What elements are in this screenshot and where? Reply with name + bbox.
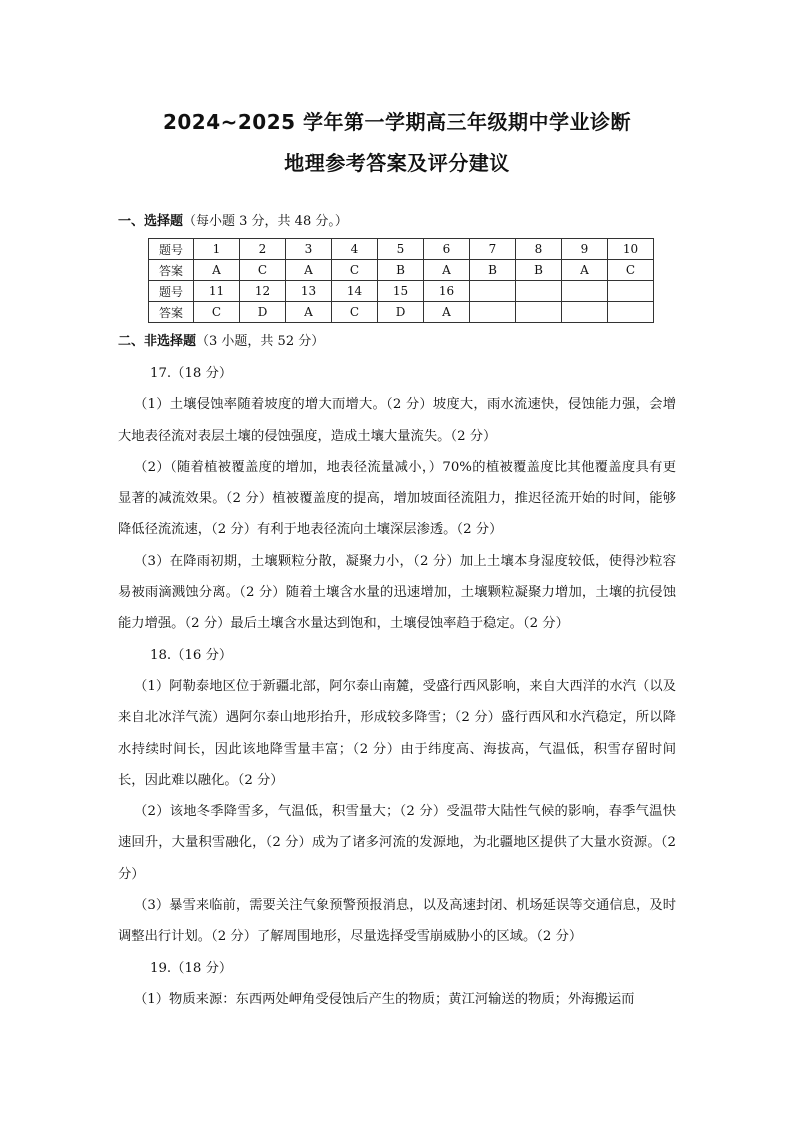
- table-cell: A: [424, 302, 470, 323]
- table-cell: [562, 302, 608, 323]
- section-2-note: （3 小题，共 52 分）: [196, 334, 325, 349]
- table-cell: 5: [378, 239, 424, 260]
- table-cell: [608, 281, 654, 302]
- table-row: [149, 260, 654, 281]
- table-cell: [608, 302, 654, 323]
- section-2-heading: [118, 333, 324, 351]
- document-subtitle: 地理参考答案及评分建议: [284, 151, 510, 175]
- table-cell: 4: [332, 239, 378, 260]
- section-1-label: 一、选择题: [118, 214, 184, 229]
- table-cell: 14: [332, 281, 378, 302]
- table-cell: 8: [516, 239, 562, 260]
- table-cell: 16: [424, 281, 470, 302]
- table-cell: 答案: [149, 260, 194, 281]
- table-cell: 题号: [149, 281, 194, 302]
- section-2-label: 二、非选择题: [118, 334, 197, 349]
- question-19-part-1: （1）物质来源：东西两处岬角受侵蚀后产生的物质；黄江河输送的物质；外海搬运而: [134, 991, 635, 1007]
- table-cell: 答案: [149, 302, 194, 323]
- table-cell: A: [286, 302, 332, 323]
- table-cell: B: [470, 260, 516, 281]
- table-cell: 2: [240, 239, 286, 260]
- table-cell: C: [332, 302, 378, 323]
- table-row: [149, 239, 654, 260]
- table-cell: B: [516, 260, 562, 281]
- answer-body: [118, 358, 676, 1015]
- table-cell: 12: [240, 281, 286, 302]
- table-cell: [516, 281, 562, 302]
- table-cell: D: [240, 302, 286, 323]
- table-cell: B: [378, 260, 424, 281]
- table-cell: C: [240, 260, 286, 281]
- question-18-part-2: （2）该地冬季降雪多，气温低，积雪量大；（2 分）受温带大陆性气候的影响，春季气温快速回升，大量积雪融化，（2 分）成为了诸多河流的发源地，为北疆地区提供了大量水资源。（2 分）: [118, 804, 676, 882]
- table-cell: 3: [286, 239, 332, 260]
- table-cell: A: [194, 260, 240, 281]
- document-title: 2024~2025 学年第一学期高三年级期中学业诊断: [162, 110, 632, 134]
- section-1-note: （每小题 3 分，共 48 分。）: [183, 214, 348, 229]
- table-row: [149, 302, 654, 323]
- table-row: [149, 281, 654, 302]
- table-cell: 11: [194, 281, 240, 302]
- table-cell: [562, 281, 608, 302]
- table-cell: 13: [286, 281, 332, 302]
- question-19-header: 19.（18 分）: [150, 960, 233, 976]
- table-cell: C: [194, 302, 240, 323]
- table-cell: 10: [608, 239, 654, 260]
- answer-table: [148, 238, 654, 323]
- question-18-header: 18.（16 分）: [150, 647, 233, 663]
- table-cell: 9: [562, 239, 608, 260]
- table-cell: 6: [424, 239, 470, 260]
- table-cell: 题号: [149, 239, 194, 260]
- table-cell: 1: [194, 239, 240, 260]
- question-18-part-1: （1）阿勒泰地区位于新疆北部，阿尔泰山南麓，受盛行西风影响，来自大西洋的水汽（以及来自北冰洋气流）遇阿尔泰山地形抬升，形成较多降雪；（2 分）盛行西风和水汽稳定，所以降水持续时间长，因此该地降雪量丰富；（2 分）由于纬度高、海拔高，气温低，积雪存留时间长，因此难以融化。（2 分）: [118, 678, 676, 788]
- table-cell: [516, 302, 562, 323]
- table-cell: A: [424, 260, 470, 281]
- table-cell: [470, 302, 516, 323]
- section-1-heading: [118, 213, 348, 231]
- question-17-part-1: （1）土壤侵蚀率随着坡度的增大而增大。（2 分）坡度大，雨水流速快，侵蚀能力强，会增大地表径流对表层土壤的侵蚀强度，造成土壤大量流失。（2 分）: [118, 397, 676, 444]
- question-17-part-2: （2）（随着植被覆盖度的增加，地表径流量减小，）70%的植被覆盖度比其他覆盖度具有更显著的减流效果。（2 分）植被覆盖度的提高，增加坡面径流阻力，推迟径流开始的时间，能够降低径流流速，（2 分）有利于地表径流向土壤深层渗透。（2 分）: [118, 459, 676, 538]
- question-18-part-3: （3）暴雪来临前，需要关注气象预警预报消息，以及高速封闭、机场延误等交通信息，及时调整出行计划。（2 分）了解周围地形，尽量选择受雪崩威胁小的区域。（2 分）: [118, 898, 676, 945]
- table-cell: D: [378, 302, 424, 323]
- table-cell: 7: [470, 239, 516, 260]
- table-cell: [470, 281, 516, 302]
- table-cell: 15: [378, 281, 424, 302]
- table-cell: A: [286, 260, 332, 281]
- question-17-part-3: （3）在降雨初期，土壤颗粒分散，凝聚力小，（2 分）加上土壤本身湿度较低，使得沙粒容易被雨滴溅蚀分离。（2 分）随着土壤含水量的迅速增加，土壤颗粒凝聚力增加，土壤的抗侵蚀能力增强。（2 分）最后土壤含水量达到饱和，土壤侵蚀率趋于稳定。（2 分）: [118, 553, 676, 632]
- question-17-header: 17.（18 分）: [150, 366, 233, 381]
- table-cell: A: [562, 260, 608, 281]
- table-cell: C: [608, 260, 654, 281]
- table-cell: C: [332, 260, 378, 281]
